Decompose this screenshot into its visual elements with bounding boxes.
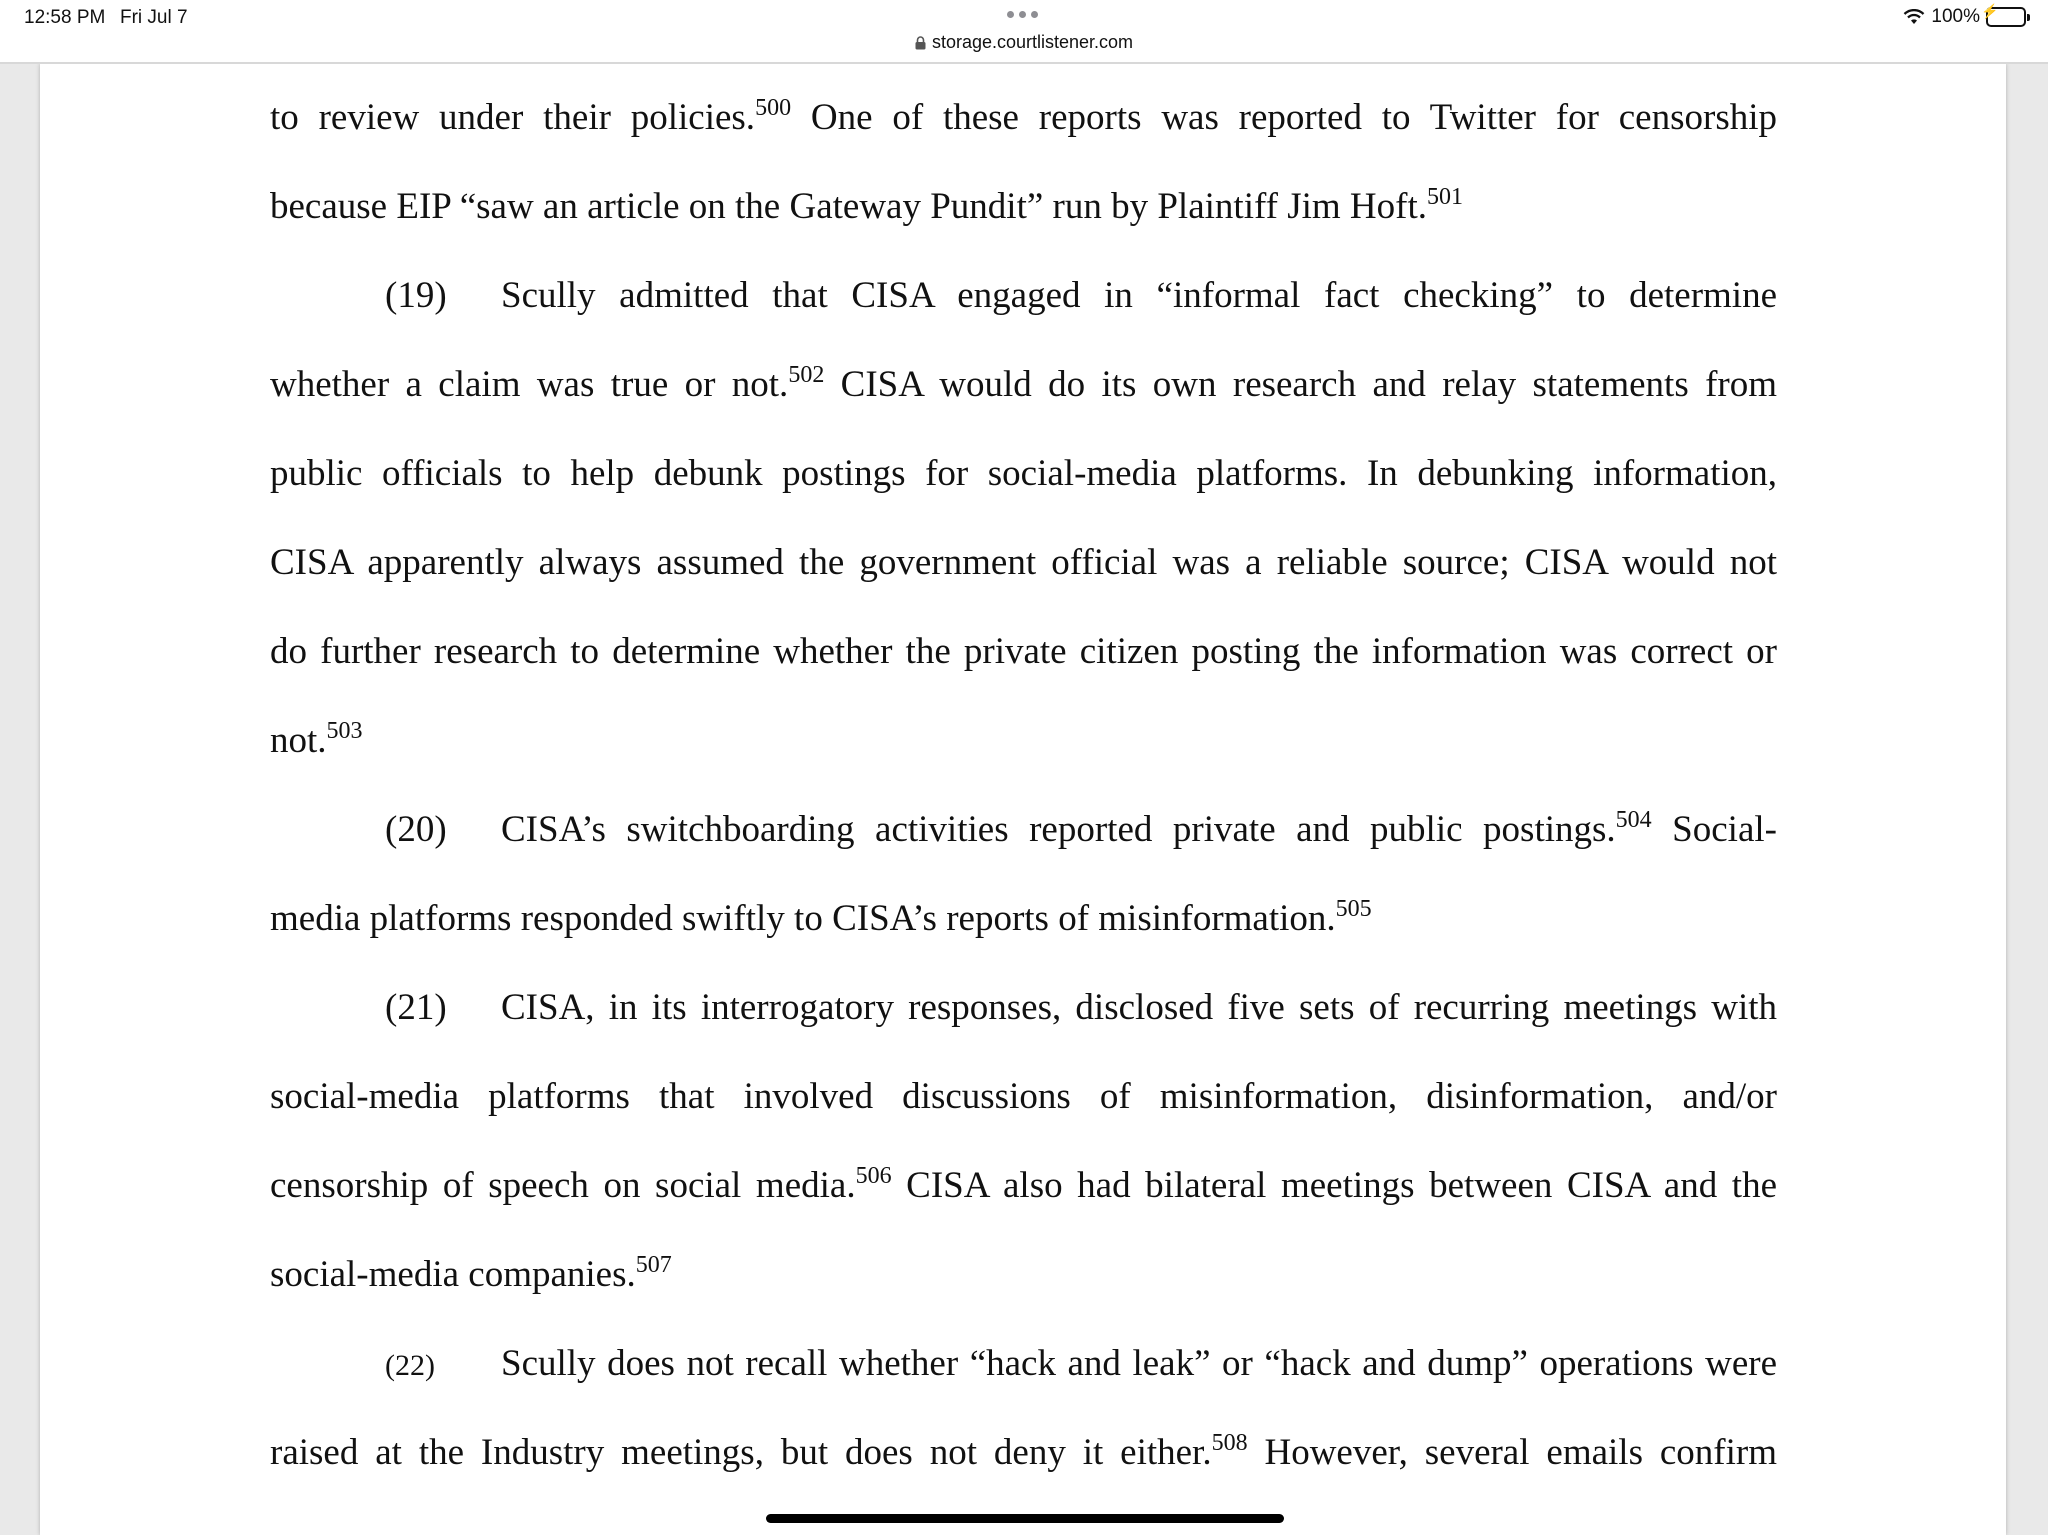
- address-bar[interactable]: [0, 32, 2048, 55]
- lock-icon: [915, 34, 926, 55]
- status-bar: [0, 0, 2048, 64]
- doc-line: to review under their policies.$^{500}$ One of these reports was reported to Twitter for censorship: [270, 95, 1778, 138]
- doc-paragraph-start: (19) Scully admitted that CISA engaged in “informal fact checking” to determine: [385, 275, 1777, 316]
- doc-line: CISA apparently always assumed the government official was a reliable source; CISA would not: [270, 542, 1777, 583]
- doc-line: because EIP “saw an article on the Gateway Pundit” run by Plaintiff Jim Hoft.$^{501}$: [270, 184, 1463, 227]
- paragraph-number: (19): [385, 275, 447, 316]
- url-text[interactable]: storage.courtlistener.com: [931, 32, 1134, 52]
- home-indicator[interactable]: [766, 1514, 1284, 1523]
- paragraph-number: (22): [385, 1349, 435, 1382]
- status-time: 12:58 PM: [24, 7, 106, 28]
- doc-line: raised at the Industry meetings, but does not deny it either.$^{508}$ However, several emails confirm: [270, 1430, 1777, 1473]
- doc-line: social-media platforms that involved discussions of misinformation, disinformation, and/or: [270, 1076, 1777, 1117]
- doc-line: social-media companies.$^{507}$: [270, 1252, 672, 1295]
- more-dots-icon[interactable]: [1007, 11, 1038, 18]
- doc-line: censorship of speech on social media.$^{506}$ CISA also had bilateral meetings between CISA and the: [270, 1163, 1777, 1206]
- status-indicators: [1903, 3, 2026, 28]
- doc-line: do further research to determine whether the private citizen posting the information was correct or: [270, 631, 1777, 672]
- wifi-icon: [1903, 9, 1925, 25]
- battery-charging-icon: ⚡: [1986, 7, 2026, 27]
- doc-paragraph-start: (21) CISA, in its interrogatory responses, disclosed five sets of recurring meetings with: [385, 987, 1777, 1028]
- paragraph-number: (21): [385, 987, 447, 1028]
- doc-line: media platforms responded swiftly to CISA’s reports of misinformation.$^{505}$: [270, 896, 1372, 939]
- doc-line: whether a claim was true or not.$^{502}$ CISA would do its own research and relay statements from: [270, 362, 1777, 405]
- paragraph-number: (20): [385, 809, 447, 850]
- doc-paragraph-start: (20) CISA’s switchboarding activities reported private and public postings.$^{504}$ Social-: [385, 807, 1777, 850]
- status-date: Fri Jul 7: [120, 7, 188, 28]
- battery-percent: 100%: [1931, 6, 1980, 27]
- doc-paragraph-start: (22) Scully does not recall whether “hack and leak” or “hack and dump” operations were: [385, 1343, 1777, 1384]
- doc-line: public officials to help debunk postings for social-media platforms. In debunking information,: [270, 453, 1777, 494]
- doc-line: not.$^{503}$: [270, 718, 363, 761]
